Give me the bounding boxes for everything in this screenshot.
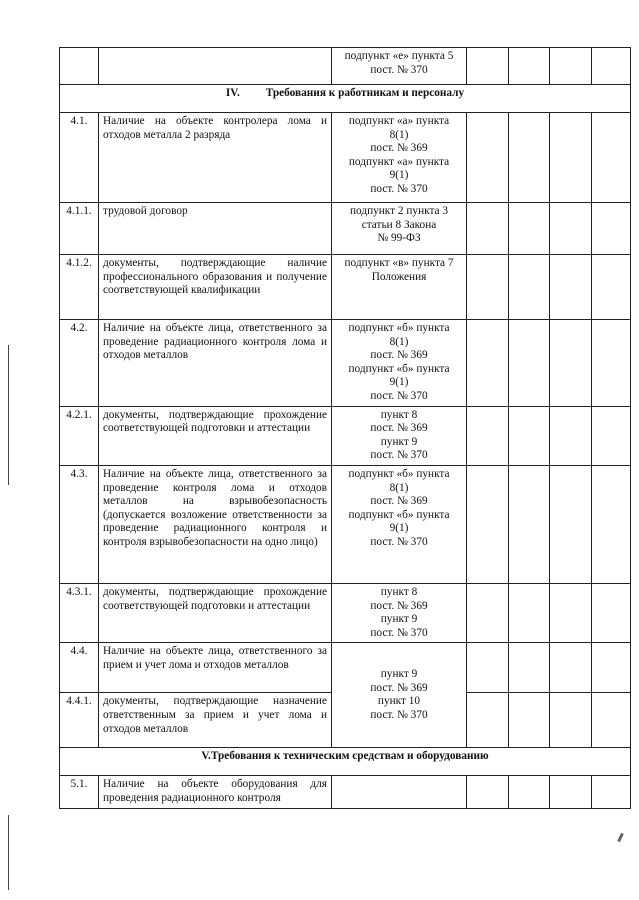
item-number: 4.3.1. bbox=[60, 583, 99, 642]
check-cell bbox=[467, 776, 509, 808]
check-cell bbox=[550, 693, 592, 748]
reference-line: пост. № 370 bbox=[370, 389, 428, 402]
table-row bbox=[60, 203, 631, 255]
check-cell bbox=[592, 643, 631, 693]
reference-line: подпункт 2 пункта 3 bbox=[349, 205, 449, 217]
scan-mark bbox=[617, 833, 624, 842]
legal-reference bbox=[332, 465, 467, 583]
reference-line: подпункт «б» пункта bbox=[348, 362, 450, 375]
check-cell bbox=[550, 113, 592, 203]
requirement-text: документы, подтверждающие прохождение соответствующей подготовки и аттестации bbox=[99, 406, 332, 465]
reference-line: пост. № 370 bbox=[370, 63, 428, 76]
requirement-text: Наличие на объекте контролера лома и отходов металла 2 разряда bbox=[99, 113, 332, 203]
reference-line: пункт 9 bbox=[380, 668, 418, 681]
item-number: 4.3. bbox=[60, 465, 99, 583]
requirement-text: документы, подтверждающие назначение ответственным за прием и учет лома и отходов металлов bbox=[99, 693, 332, 748]
reference-line: подпункт «е» пункта 5 bbox=[344, 50, 454, 62]
check-cell bbox=[550, 465, 592, 583]
reference-line: пост. № 370 bbox=[370, 708, 428, 721]
reference-line: статьи 8 Закона bbox=[361, 218, 437, 231]
reference-line: пост. № 369 bbox=[370, 349, 428, 362]
reference-line: подпункт «а» пункта bbox=[348, 115, 450, 127]
section-heading: Требования к работникам и персоналу bbox=[265, 87, 465, 99]
section-number: IV. bbox=[225, 87, 240, 99]
requirement-text: трудовой договор bbox=[99, 203, 332, 255]
reference-line: пост. № 370 bbox=[370, 182, 428, 195]
requirements-table bbox=[59, 47, 631, 809]
check-cell bbox=[592, 583, 631, 642]
check-cell bbox=[509, 48, 550, 85]
section-title bbox=[60, 748, 631, 776]
item-number: 4.2.1. bbox=[60, 406, 99, 465]
check-cell bbox=[467, 583, 509, 642]
reference-line: пост. № 369 bbox=[370, 495, 428, 508]
check-cell bbox=[550, 48, 592, 85]
legal-reference bbox=[332, 320, 467, 407]
check-cell bbox=[509, 320, 550, 407]
check-cell bbox=[550, 583, 592, 642]
reference-line: подпункт «б» пункта bbox=[348, 322, 450, 334]
legal-reference bbox=[332, 48, 467, 85]
check-cell bbox=[550, 406, 592, 465]
reference-line: Положения bbox=[371, 270, 427, 283]
check-cell bbox=[467, 48, 509, 85]
requirement-text bbox=[99, 48, 332, 85]
table-row bbox=[60, 255, 631, 320]
table-row bbox=[60, 465, 631, 583]
check-cell bbox=[467, 113, 509, 203]
table-row bbox=[60, 48, 631, 85]
check-cell bbox=[467, 203, 509, 255]
table-row bbox=[60, 643, 631, 693]
check-cell bbox=[550, 255, 592, 320]
check-cell bbox=[550, 643, 592, 693]
check-cell bbox=[592, 113, 631, 203]
reference-line: пункт 9 bbox=[380, 435, 418, 448]
section-header-row bbox=[60, 748, 631, 776]
check-cell bbox=[509, 643, 550, 693]
requirement-text: Наличие на объекте лица, ответственного за проведение радиационного контроля лома и отходов металлов bbox=[99, 320, 332, 407]
legal-reference bbox=[332, 406, 467, 465]
check-cell bbox=[592, 255, 631, 320]
requirement-text: Наличие на объекте лица, ответственного за проведение контроля лома и отходов металлов на взрывобезопасность (допускается возложение ответственности за проведение радиационного контроля и контроля взрывобезопасности на одно лицо) bbox=[99, 465, 332, 583]
table-row bbox=[60, 320, 631, 407]
item-number bbox=[60, 48, 99, 85]
check-cell bbox=[550, 203, 592, 255]
requirement-text: Наличие на объекте лица, ответственного за прием и учет лома и отходов металлов bbox=[99, 643, 332, 693]
table-row bbox=[60, 583, 631, 642]
check-cell bbox=[509, 776, 550, 808]
reference-line: пост. № 370 bbox=[370, 626, 428, 639]
reference-line: 8(1) bbox=[389, 128, 409, 141]
item-number: 4.1.2. bbox=[60, 255, 99, 320]
item-number: 5.1. bbox=[60, 776, 99, 808]
check-cell bbox=[592, 406, 631, 465]
table-row bbox=[60, 776, 631, 808]
reference-line: 8(1) bbox=[389, 335, 409, 348]
check-cell bbox=[592, 465, 631, 583]
item-number: 4.4. bbox=[60, 643, 99, 693]
check-cell bbox=[592, 693, 631, 748]
item-number: 4.2. bbox=[60, 320, 99, 407]
reference-line: пункт 10 bbox=[377, 695, 421, 708]
check-cell bbox=[467, 693, 509, 748]
reference-line: пункт 8 bbox=[380, 408, 418, 421]
table-row bbox=[60, 113, 631, 203]
check-cell bbox=[509, 465, 550, 583]
legal-reference bbox=[332, 776, 467, 808]
check-cell bbox=[592, 320, 631, 407]
item-number: 4.4.1. bbox=[60, 693, 99, 748]
reference-line: 8(1) bbox=[389, 481, 409, 494]
requirement-text: документы, подтверждающие прохождение соответствующей подготовки и аттестации bbox=[99, 583, 332, 642]
check-cell bbox=[509, 255, 550, 320]
check-cell bbox=[509, 113, 550, 203]
check-cell bbox=[592, 48, 631, 85]
check-cell bbox=[509, 203, 550, 255]
section-title bbox=[60, 85, 631, 113]
reference-line: пункт 9 bbox=[380, 613, 418, 626]
legal-reference bbox=[332, 583, 467, 642]
check-cell bbox=[550, 776, 592, 808]
check-cell bbox=[467, 255, 509, 320]
check-cell bbox=[467, 320, 509, 407]
reference-line: пост. № 369 bbox=[370, 681, 428, 694]
left-margin-mark bbox=[8, 345, 9, 485]
reference-line: подпункт «б» пункта bbox=[348, 508, 450, 521]
check-cell bbox=[509, 693, 550, 748]
section-heading: V.Требования к техническим средствам и оборудованию bbox=[201, 750, 489, 763]
check-cell bbox=[467, 643, 509, 693]
item-number: 4.1.1. bbox=[60, 203, 99, 255]
reference-line: пост. № 370 bbox=[370, 535, 428, 548]
check-cell bbox=[550, 320, 592, 407]
requirement-text: Наличие на объекте оборудования для проведения радиационного контроля bbox=[99, 776, 332, 808]
legal-reference bbox=[332, 255, 467, 320]
reference-line: 9(1) bbox=[389, 376, 409, 389]
reference-line: пункт 8 bbox=[380, 585, 418, 598]
reference-line: подпункт «в» пункта 7 bbox=[344, 257, 454, 269]
section-header-row bbox=[60, 85, 631, 113]
check-cell bbox=[592, 776, 631, 808]
reference-line: 9(1) bbox=[389, 169, 409, 182]
check-cell bbox=[509, 406, 550, 465]
check-cell bbox=[592, 203, 631, 255]
check-cell bbox=[509, 583, 550, 642]
legal-reference bbox=[332, 643, 467, 748]
reference-line: пост. № 369 bbox=[370, 422, 428, 435]
left-margin-mark bbox=[8, 815, 9, 890]
reference-line: подпункт «а» пункта bbox=[348, 155, 450, 168]
item-number: 4.1. bbox=[60, 113, 99, 203]
reference-line: пост. № 369 bbox=[370, 599, 428, 612]
check-cell bbox=[467, 465, 509, 583]
reference-line: пост. № 370 bbox=[370, 449, 428, 462]
reference-line: № 99-ФЗ bbox=[377, 232, 421, 245]
table-row bbox=[60, 406, 631, 465]
check-cell bbox=[467, 406, 509, 465]
requirement-text: документы, подтверждающие наличие профессионального образования и получение соответствующей квалификации bbox=[99, 255, 332, 320]
legal-reference bbox=[332, 203, 467, 255]
reference-line: 9(1) bbox=[389, 522, 409, 535]
legal-reference bbox=[332, 113, 467, 203]
reference-line: пост. № 369 bbox=[370, 142, 428, 155]
reference-line: подпункт «б» пункта bbox=[348, 467, 450, 480]
